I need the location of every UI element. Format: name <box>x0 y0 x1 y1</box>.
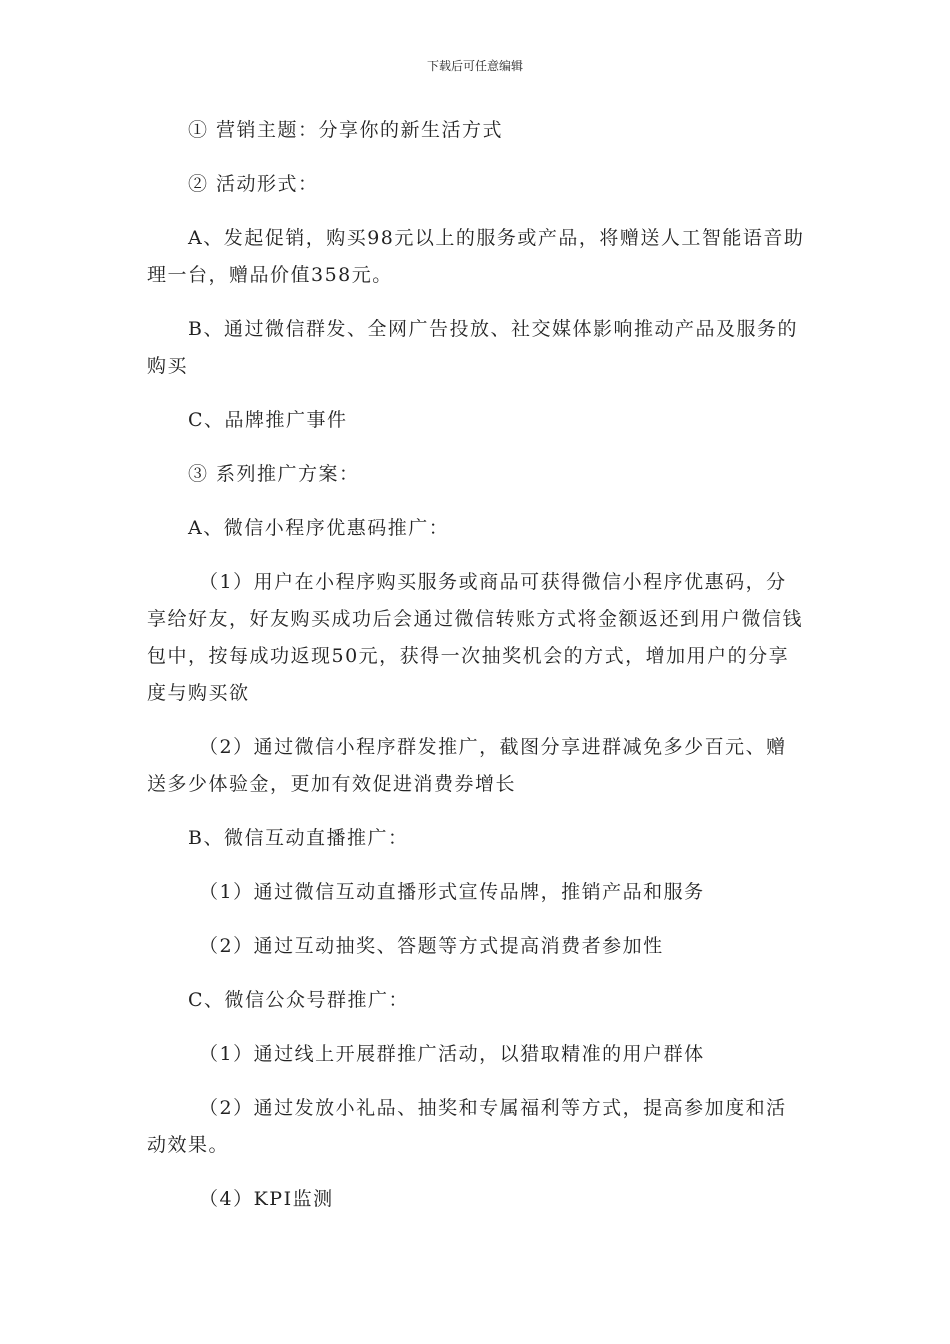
promotion-c-item-1: （1）通过线上开展群推广活动，以猎取精准的用户群体 <box>199 1043 705 1065</box>
document-body <box>147 112 807 1235</box>
promotion-plan-heading: ③ 系列推广方案： <box>188 463 360 485</box>
promotion-b-item-2: （2）通过互动抽奖、答题等方式提高消费者参加性 <box>199 935 664 957</box>
promotion-c-heading: C、微信公众号群推广： <box>188 989 410 1011</box>
activity-form-a: A、发起促销，购买98元以上的服务或产品，将赠送人工智能语音助理一台，赠品价值358元。 <box>147 227 805 286</box>
promotion-c-item-2: （2）通过发放小礼品、抽奖和专属福利等方式，提高参加度和活动效果。 <box>147 1097 787 1156</box>
promotion-a-item-1: （1）用户在小程序购买服务或商品可获得微信小程序优惠码，分享给好友，好友购买成功后会通过微信转账方式将金额返还到用户微信钱包中，按每成功返现50元，获得一次抽奖机会的方式，增加用户的分享度与购买欲 <box>147 571 804 704</box>
promotion-b-item-1: （1）通过微信互动直播形式宣传品牌，推销产品和服务 <box>199 881 705 903</box>
kpi-monitoring-heading: （4）KPI监测 <box>199 1188 334 1210</box>
activity-form-b: B、通过微信群发、全网广告投放、社交媒体影响推动产品及服务的购买 <box>147 318 798 377</box>
page-header: 下载后可任意编辑 <box>426 59 523 73</box>
marketing-theme: ① 营销主题：分享你的新生活方式 <box>188 119 504 141</box>
promotion-b-heading: B、微信互动直播推广： <box>188 827 409 849</box>
promotion-a-heading: A、微信小程序优惠码推广： <box>188 517 450 539</box>
activity-form-heading: ② 活动形式： <box>188 173 319 195</box>
promotion-a-item-2: （2）通过微信小程序群发推广，截图分享进群减免多少百元、赠送多少体验金，更加有效促进消费券增长 <box>147 736 787 795</box>
activity-form-c: C、品牌推广事件 <box>188 409 348 431</box>
